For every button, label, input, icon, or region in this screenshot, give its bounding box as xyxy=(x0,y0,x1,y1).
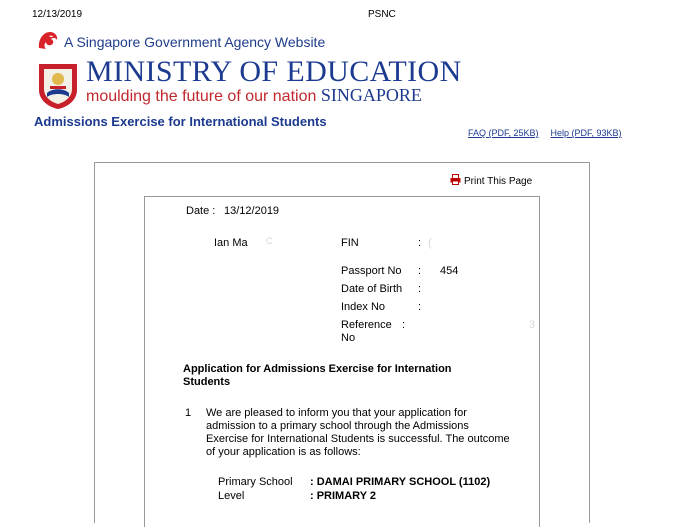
subject-line-2: Students xyxy=(183,376,231,388)
print-button-label: Print This Page xyxy=(464,175,533,187)
gov-banner xyxy=(36,30,325,54)
moe-tagline xyxy=(86,85,422,107)
date-label: Date : xyxy=(186,205,216,217)
paragraph-line-2: admission to a primary school through the Admissions xyxy=(206,420,469,432)
passport-sep: : xyxy=(418,265,422,277)
fin-sep: : xyxy=(418,237,422,249)
moe-country: SINGAPORE xyxy=(320,85,422,105)
applicant-name: Ian Ma xyxy=(214,237,248,249)
passport-value: 454 xyxy=(440,265,459,277)
level-label: Level xyxy=(218,490,245,502)
level-value: : PRIMARY 2 xyxy=(310,490,377,502)
merlion-icon xyxy=(36,28,60,57)
paragraph-line-4: of your application is as follows: xyxy=(206,446,361,458)
school-label: Primary School xyxy=(218,476,293,488)
paragraph-line-1: We are pleased to inform you that your application for xyxy=(206,407,467,419)
print-date: 12/13/2019 xyxy=(32,9,83,20)
gov-banner-text: A Singapore Government Agency Website xyxy=(64,34,326,50)
moe-title: MINISTRY OF EDUCATION xyxy=(86,55,462,88)
subject-line-1: Application for Admissions Exercise for Internation xyxy=(183,363,452,375)
reference-label: Reference xyxy=(341,319,392,331)
moe-crest-icon xyxy=(35,60,81,110)
fin-label: FIN xyxy=(341,237,359,249)
dob-sep: : xyxy=(418,283,422,295)
applicant-name-suffix: C xyxy=(266,236,273,246)
index-sep: : xyxy=(418,301,422,313)
paragraph-line-3: Exercise for International Students is successful. The outcome xyxy=(206,433,510,445)
dob-label: Date of Birth xyxy=(341,283,403,295)
help-link[interactable]: Help (PDF, 93KB) xyxy=(550,128,622,138)
index-label: Index No xyxy=(341,301,386,313)
reference-sep: : xyxy=(402,319,406,331)
school-value: : DAMAI PRIMARY SCHOOL (1102) xyxy=(310,476,491,488)
print-title: PSNC xyxy=(368,9,396,20)
passport-label: Passport No xyxy=(341,265,402,277)
moe-tagline-text: moulding the future of our nation xyxy=(86,88,317,105)
print-button[interactable] xyxy=(450,174,532,188)
page-title: Admissions Exercise for International Students xyxy=(34,114,327,129)
reference-value: 3 xyxy=(529,319,536,331)
reference-label-no: No xyxy=(341,332,356,344)
faq-link[interactable]: FAQ (PDF, 25KB) xyxy=(468,128,539,138)
printer-icon xyxy=(450,174,461,188)
date-value: 13/12/2019 xyxy=(224,205,280,217)
fin-value: ( xyxy=(428,237,432,249)
paragraph-number: 1 xyxy=(185,407,192,419)
help-links xyxy=(468,128,634,138)
